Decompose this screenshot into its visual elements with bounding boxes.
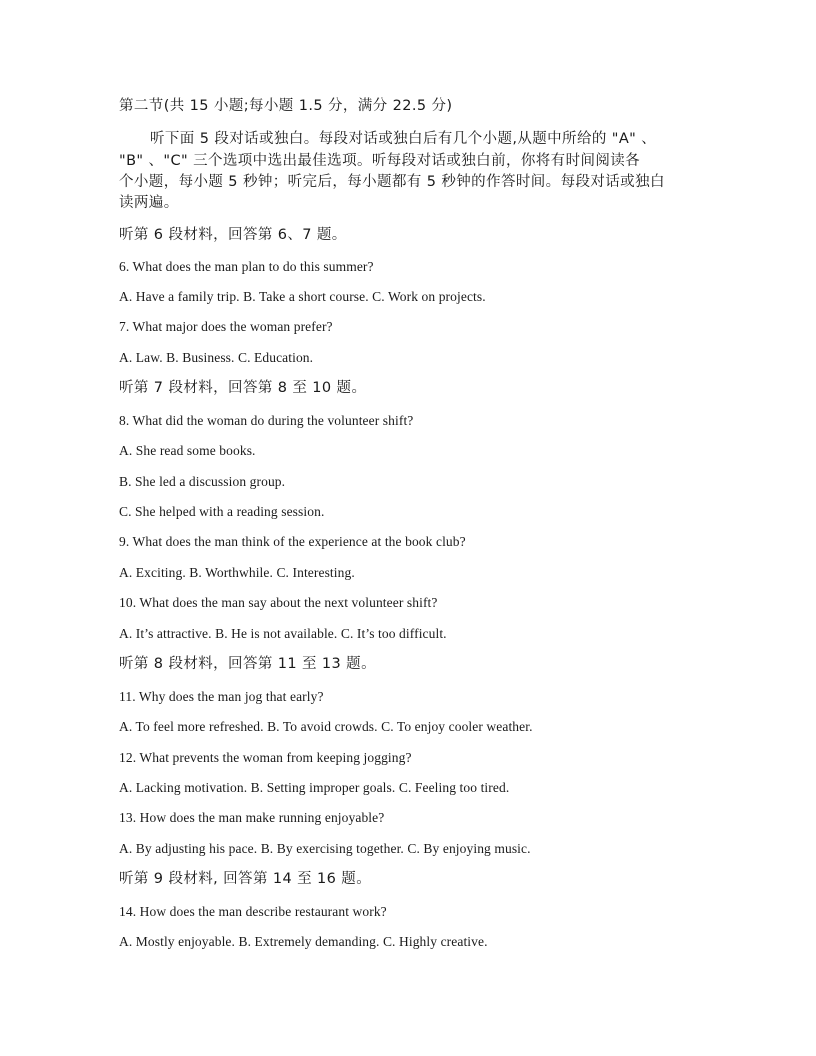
instructions-line-3: 个小题，每小题 5 秒钟；听完后，每小题都有 5 秒钟的作答时间。每段对话或独白 bbox=[119, 174, 665, 190]
question-8: 8. What did the woman do during the volunteer shift? bbox=[119, 413, 414, 428]
instructions-line-2: "B" 、"C" 三个选项中选出最佳选项。听每段对话或独白前，你将有时间阅读各 bbox=[119, 153, 641, 169]
option-8b: B. She led a discussion group. bbox=[119, 474, 286, 489]
options-6: A. Have a family trip. B. Take a short course. C. Work on projects. bbox=[119, 289, 486, 304]
options-10: A. It’s attractive. B. He is not available. C. It’s too difficult. bbox=[119, 626, 447, 641]
question-7: 7. What major does the woman prefer? bbox=[119, 319, 333, 334]
options-13: A. By adjusting his pace. B. By exercising together. C. By enjoying music. bbox=[119, 841, 531, 856]
options-11: A. To feel more refreshed. B. To avoid crowds. C. To enjoy cooler weather. bbox=[119, 719, 533, 734]
section-heading-9: 听第 9 段材料, 回答第 14 至 16 题。 bbox=[119, 871, 372, 887]
question-10: 10. What does the man say about the next volunteer shift? bbox=[119, 595, 438, 610]
section-title: 第二节(共 15 小题;每小题 1.5 分，满分 22.5 分) bbox=[119, 98, 453, 114]
options-14: A. Mostly enjoyable. B. Extremely demanding. C. Highly creative. bbox=[119, 934, 488, 949]
question-12: 12. What prevents the woman from keeping jogging? bbox=[119, 750, 412, 765]
instructions-line-1: 听下面 5 段对话或独白。每段对话或独白后有几个小题,从题中所给的 "A" 、 bbox=[150, 131, 657, 147]
options-9: A. Exciting. B. Worthwhile. C. Interesting. bbox=[119, 565, 355, 580]
options-7: A. Law. B. Business. C. Education. bbox=[119, 350, 314, 365]
section-heading-7: 听第 7 段材料，回答第 8 至 10 题。 bbox=[119, 380, 367, 396]
option-8c: C. She helped with a reading session. bbox=[119, 504, 325, 519]
question-6: 6. What does the man plan to do this summer? bbox=[119, 259, 374, 274]
options-12: A. Lacking motivation. B. Setting improper goals. C. Feeling too tired. bbox=[119, 780, 510, 795]
section-heading-8: 听第 8 段材料，回答第 11 至 13 题。 bbox=[119, 656, 376, 672]
question-13: 13. How does the man make running enjoyable? bbox=[119, 810, 385, 825]
instructions-line-4: 读两遍。 bbox=[119, 195, 179, 211]
section-heading-6: 听第 6 段材料，回答第 6、7 题。 bbox=[119, 227, 347, 243]
question-14: 14. How does the man describe restaurant work? bbox=[119, 904, 387, 919]
question-9: 9. What does the man think of the experience at the book club? bbox=[119, 534, 466, 549]
question-11: 11. Why does the man jog that early? bbox=[119, 689, 324, 704]
option-8a: A. She read some books. bbox=[119, 443, 256, 458]
